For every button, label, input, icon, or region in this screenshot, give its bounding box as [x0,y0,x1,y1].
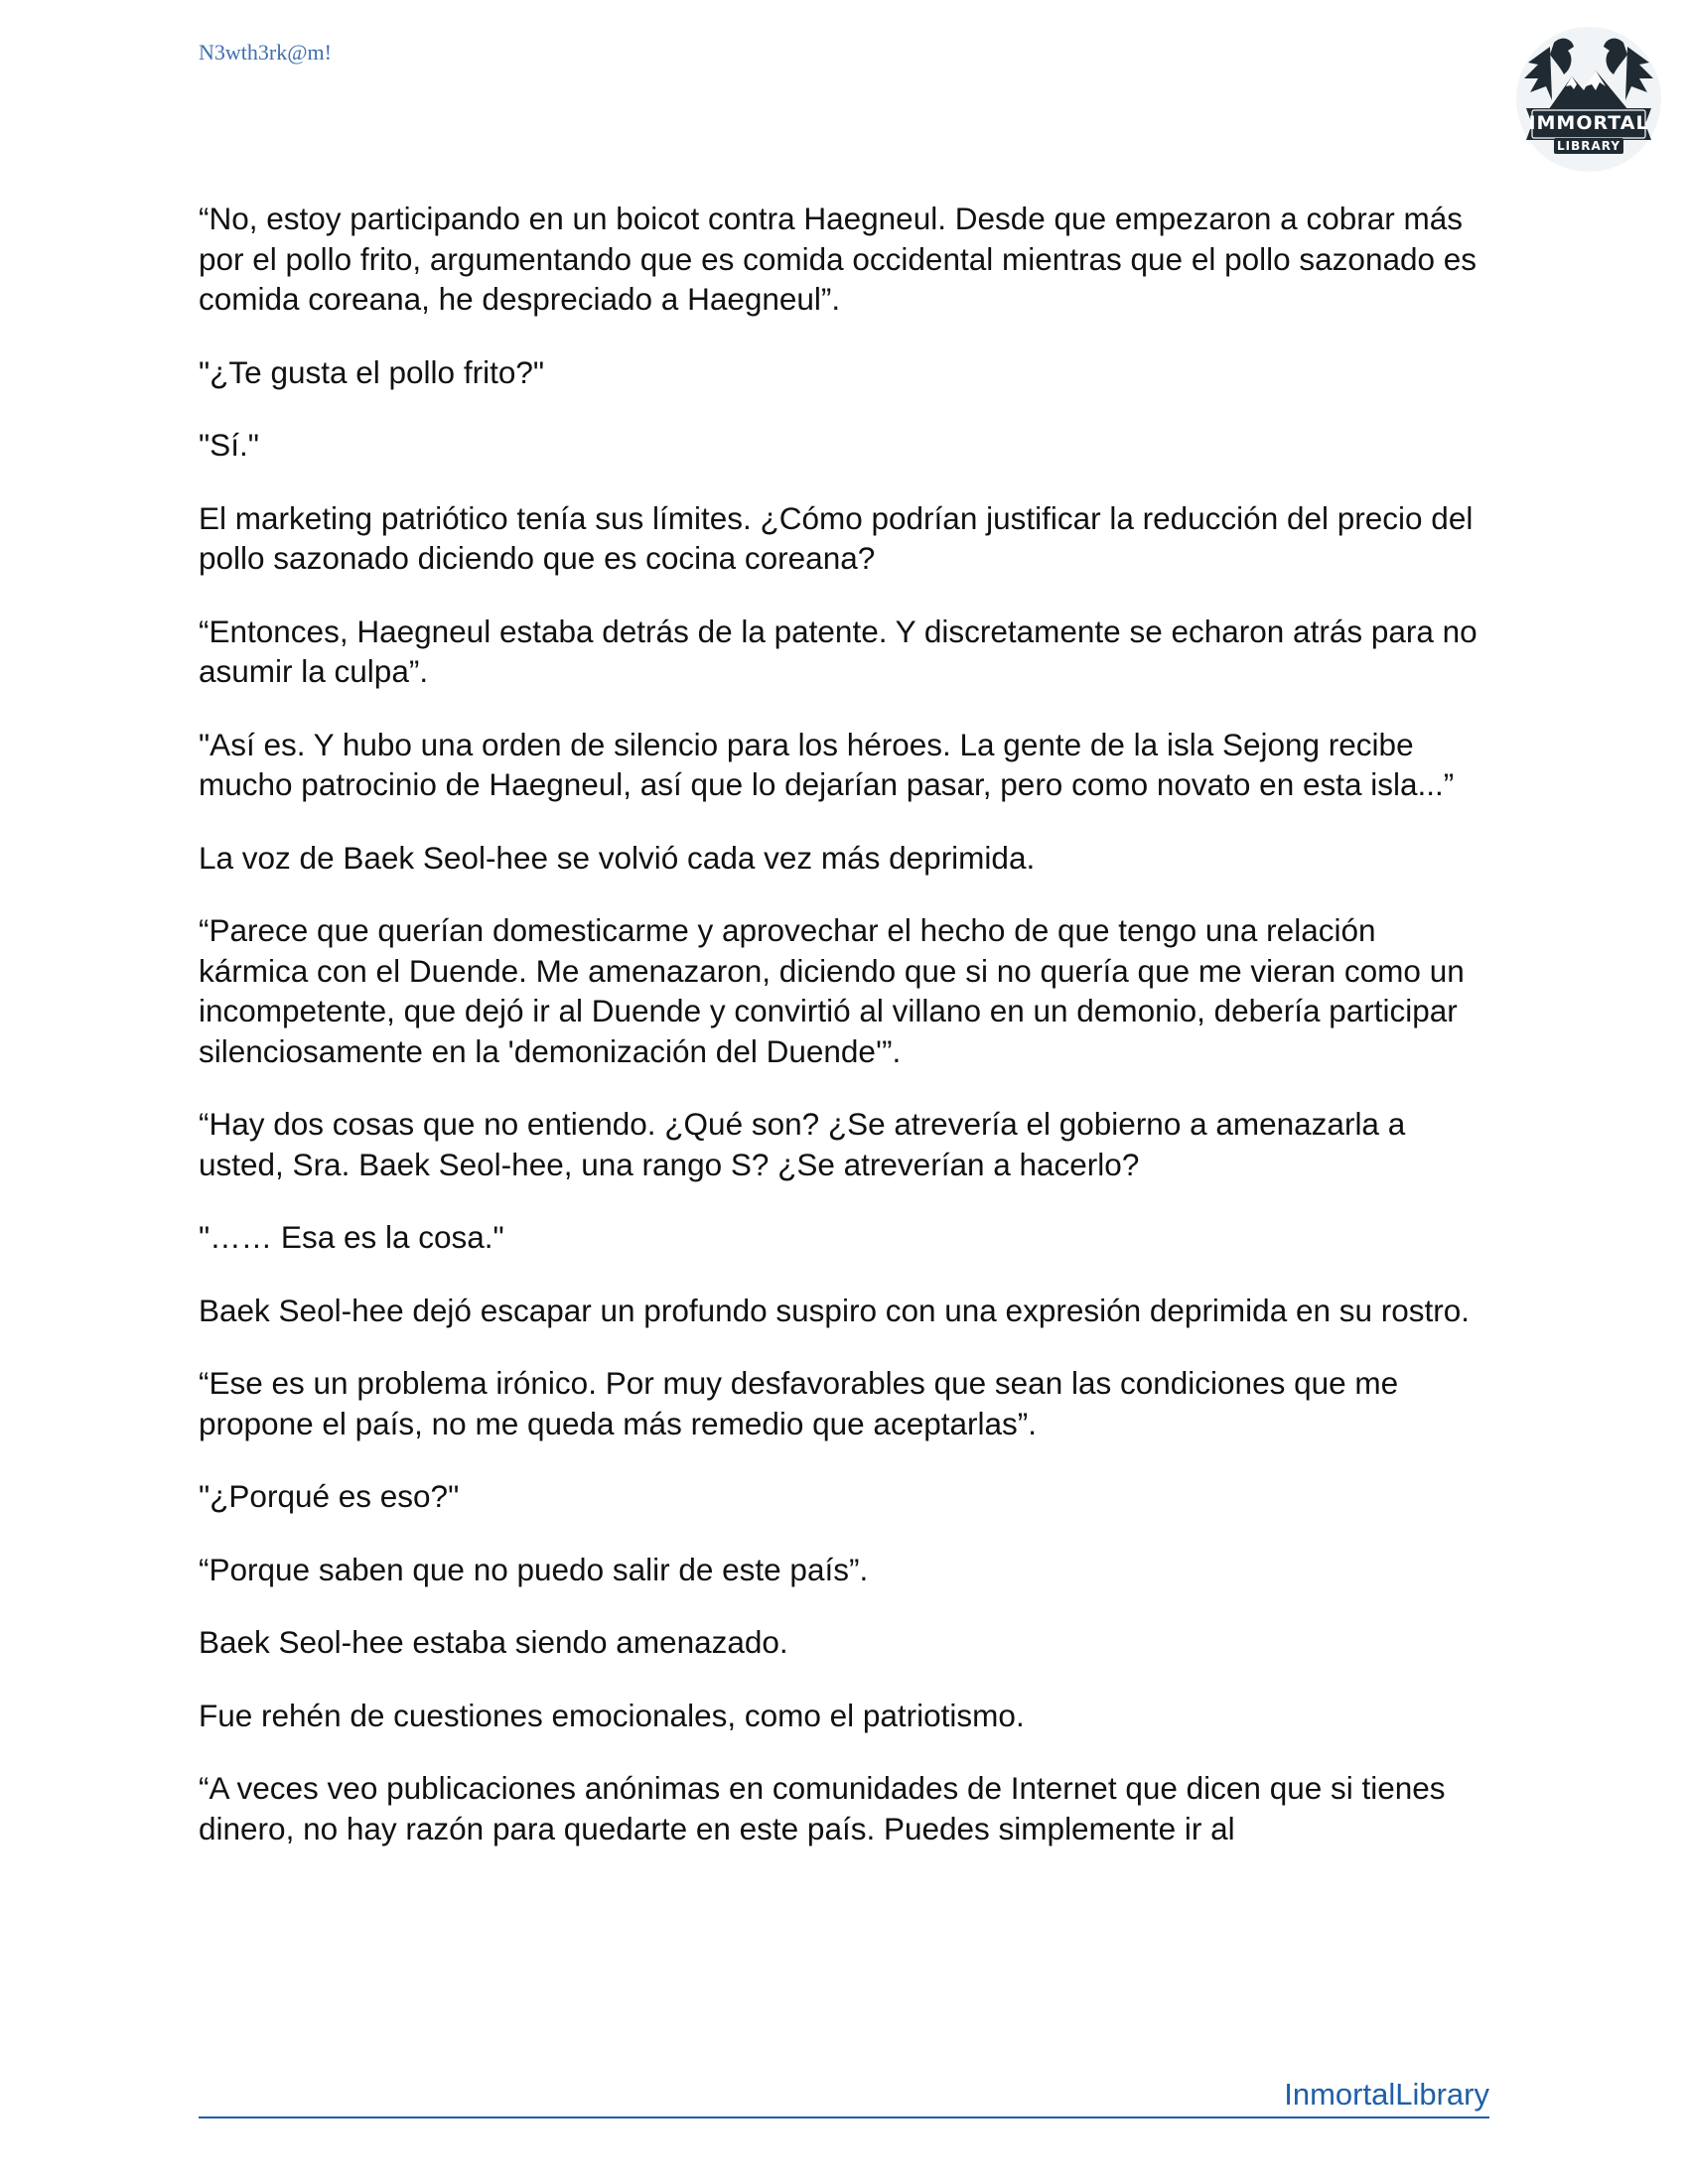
paragraph: Baek Seol-hee estaba siendo amenazado. [199,1624,788,1660]
paragraph: El marketing patriótico tenía sus límites. ¿Cómo podrían justificar la reducción del precio del pollo sazonado diciendo que es cocina coreana? [199,499,1474,576]
paragraph: La voz de Baek Seol-hee se volvió cada vez más deprimida. [199,839,1036,876]
paragraph: “A veces veo publicaciones anónimas en comunidades de Internet que dicen que si tienes dinero, no hay razón para quedarte en este país. Puedes simplemente ir al [199,1770,1446,1846]
header-tag: N3wth3rk@m! [199,40,332,65]
footer-link[interactable]: InmortalLibrary [1284,2077,1489,2112]
paragraph: Fue rehén de cuestiones emocionales, como el patriotismo. [199,1697,1025,1733]
paragraph: "…… Esa es la cosa." [199,1219,504,1255]
immortal-library-logo [1514,25,1663,174]
paragraph: Baek Seol-hee dejó escapar un profundo suspiro con una expresión deprimida en su rostro. [199,1292,1471,1328]
paragraph: "¿Porqué es eso?" [199,1478,460,1514]
immortal-library-crest-icon [1514,25,1663,174]
paragraph: “Hay dos cosas que no entiendo. ¿Qué son? ¿Se atrevería el gobierno a amenazarla a usted, Sra. Baek Seol-hee, una rango S? ¿Se atreverían a hacerlo? [199,1106,1406,1182]
paragraph: "Sí." [199,427,259,463]
paragraph: “Entonces, Haegneul estaba detrás de la patente. Y discretamente se echaron atrás para no asumir la culpa”. [199,613,1477,689]
paragraph: "¿Te gusta el pollo frito?" [199,353,545,390]
paragraph: “Parece que querían domesticarme y aprovechar el hecho de que tengo una relación kármica con el Duende. Me amenazaron, diciendo que si no quería que me vieran como un incompetente, que dejó ir al Duende y convirtió al villano en un demonio, debería participar silenciosamente en la 'demonización del Duende'”. [199,912,1465,1069]
footer-divider [199,2116,1489,2118]
logo-line-2: LIBRARY [1556,139,1621,153]
document-body [199,199,1489,1881]
logo-line-1: IMMORTAL [1528,112,1649,134]
paragraph: “No, estoy participando en un boicot contra Haegneul. Desde que empezaron a cobrar más por el pollo frito, argumentando que es comida occidental mientras que el pollo sazonado es comida coreana, he despreciado a Haegneul”. [199,201,1477,317]
paragraph: "Así es. Y hubo una orden de silencio para los héroes. La gente de la isla Sejong recibe mucho patrocinio de Haegneul, así que lo dejarían pasar, pero como novato en esta isla...” [199,726,1455,802]
paragraph: “Porque saben que no puedo salir de este país”. [199,1551,869,1587]
paragraph: “Ese es un problema irónico. Por muy desfavorables que sean las condiciones que me propone el país, no me queda más remedio que aceptarlas”. [199,1365,1399,1441]
